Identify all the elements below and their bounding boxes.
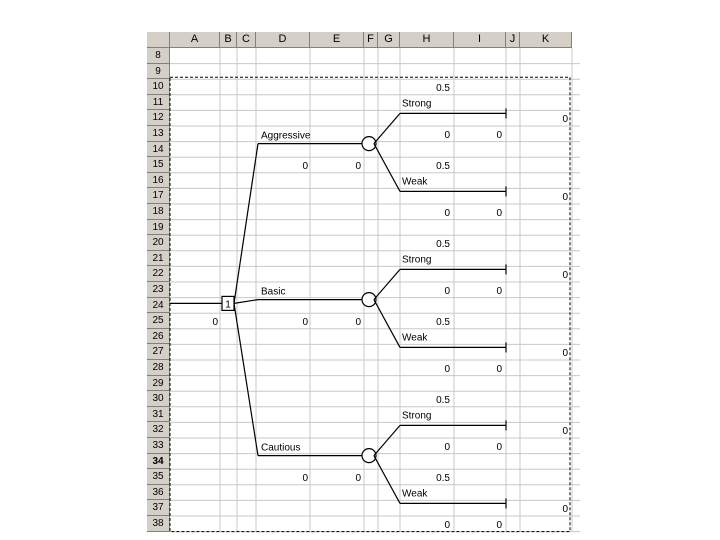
outcome-value-1: 0 (444, 363, 450, 375)
column-header-c[interactable]: C (237, 32, 256, 48)
terminal-value: 0 (562, 348, 568, 360)
outcome-probability: 0.5 (436, 239, 450, 250)
outcome-value-1: 0 (444, 441, 450, 453)
row-header-23[interactable]: 23 (147, 282, 170, 298)
column-header-f[interactable]: F (364, 32, 378, 48)
row-header-13[interactable]: 13 (147, 126, 170, 142)
row-header-29[interactable]: 29 (147, 376, 170, 392)
branch-connector-line (234, 144, 258, 304)
column-header-e[interactable]: E (310, 32, 364, 48)
row-header-37[interactable]: 37 (147, 500, 170, 516)
column-header-k[interactable]: K (520, 32, 572, 48)
outcome-value-2: 0 (496, 363, 502, 375)
outcome-value-2: 0 (496, 285, 502, 297)
row-header-32[interactable]: 32 (147, 422, 170, 438)
outcome-value-1: 0 (444, 519, 450, 531)
row-header-11[interactable]: 11 (147, 95, 170, 111)
column-header-j[interactable]: J (506, 32, 520, 48)
column-header-h[interactable]: H (400, 32, 454, 48)
row-header-24[interactable]: 24 (147, 298, 170, 314)
branch-value-2: 0 (355, 473, 361, 484)
row-header-14[interactable]: 14 (147, 142, 170, 158)
terminal-value: 0 (562, 192, 568, 204)
row-header-31[interactable]: 31 (147, 407, 170, 423)
decision-node-label: 1 (225, 299, 231, 311)
branch-value-2: 0 (355, 161, 361, 172)
outcome-name: Weak (402, 488, 428, 500)
column-header-b[interactable]: B (220, 32, 237, 48)
outcome-value-2: 0 (496, 129, 502, 141)
decision-value: 0 (212, 317, 218, 328)
outcome-name: Strong (402, 98, 432, 110)
branch-connector-line (234, 303, 258, 455)
branch-name: Basic (261, 286, 286, 298)
column-header-i[interactable]: I (454, 32, 506, 48)
terminal-value: 0 (562, 426, 568, 438)
row-header-27[interactable]: 27 (147, 344, 170, 360)
outcome-probability: 0.5 (436, 317, 450, 328)
outcome-name: Weak (402, 332, 428, 344)
row-header-16[interactable]: 16 (147, 173, 170, 189)
row-header-25[interactable]: 25 (147, 313, 170, 329)
outcome-value-1: 0 (444, 129, 450, 141)
tree-labels (212, 83, 568, 531)
outcome-value-1: 0 (444, 285, 450, 297)
row-header-18[interactable]: 18 (147, 204, 170, 220)
terminal-value: 0 (562, 114, 568, 126)
row-header-36[interactable]: 36 (147, 485, 170, 501)
outcome-name: Strong (402, 254, 432, 266)
branch-name: Aggressive (261, 130, 311, 142)
row-header-12[interactable]: 12 (147, 110, 170, 126)
row-header-15[interactable]: 15 (147, 157, 170, 173)
column-header-a[interactable]: A (170, 32, 220, 48)
outcome-probability: 0.5 (436, 473, 450, 484)
terminal-value: 0 (562, 270, 568, 282)
row-header-8[interactable]: 8 (147, 48, 170, 64)
row-header-22[interactable]: 22 (147, 266, 170, 282)
outcome-value-2: 0 (496, 519, 502, 531)
row-header-17[interactable]: 17 (147, 188, 170, 204)
row-header-26[interactable]: 26 (147, 329, 170, 345)
branch-connector-line (234, 300, 258, 304)
row-header-20[interactable]: 20 (147, 235, 170, 251)
row-header-34[interactable]: 34 (147, 454, 170, 470)
column-header-d[interactable]: D (256, 32, 310, 48)
column-header-g[interactable]: G (378, 32, 400, 48)
outcome-value-1: 0 (444, 207, 450, 219)
branch-value-1: 0 (302, 317, 308, 328)
branch-value-1: 0 (302, 473, 308, 484)
row-header-38[interactable]: 38 (147, 516, 170, 532)
outcome-probability: 0.5 (436, 161, 450, 172)
row-header-21[interactable]: 21 (147, 251, 170, 267)
branch-value-2: 0 (355, 317, 361, 328)
branch-value-1: 0 (302, 161, 308, 172)
outcome-name: Strong (402, 410, 432, 422)
row-header-33[interactable]: 33 (147, 438, 170, 454)
outcome-value-2: 0 (496, 207, 502, 219)
row-header-9[interactable]: 9 (147, 64, 170, 80)
row-header-28[interactable]: 28 (147, 360, 170, 376)
outcome-probability: 0.5 (436, 395, 450, 406)
outcome-name: Weak (402, 176, 428, 188)
terminal-value: 0 (562, 504, 568, 516)
branch-name: Cautious (261, 442, 301, 454)
row-header-35[interactable]: 35 (147, 469, 170, 485)
row-header-10[interactable]: 10 (147, 79, 170, 95)
outcome-value-2: 0 (496, 441, 502, 453)
outcome-probability: 0.5 (436, 83, 450, 94)
row-header-30[interactable]: 30 (147, 391, 170, 407)
row-header-19[interactable]: 19 (147, 220, 170, 236)
